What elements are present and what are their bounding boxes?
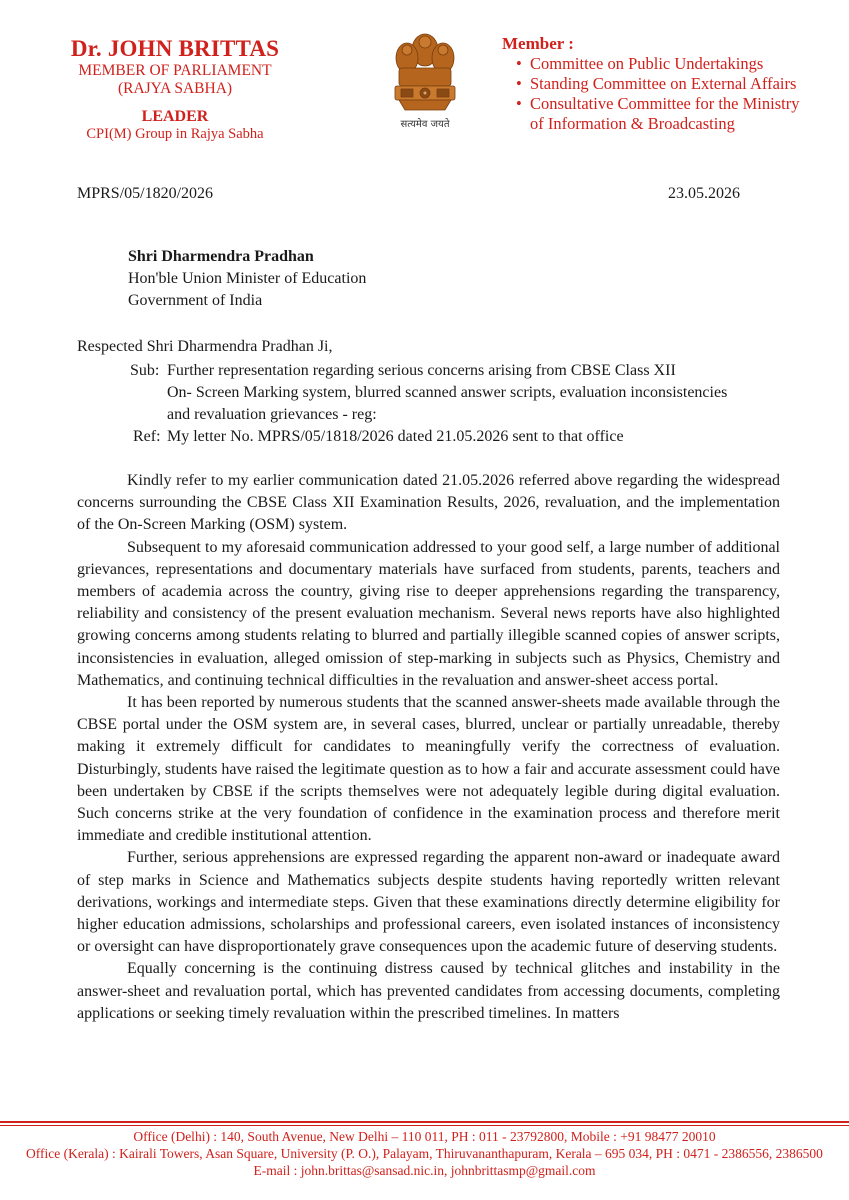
committee-item-continuation: of Information & Broadcasting xyxy=(530,113,735,133)
subject-line: Further representation regarding serious concerns arising from CBSE Class XII xyxy=(167,362,676,379)
letter-date: 23.05.2026 xyxy=(668,185,740,202)
subject-label: Sub: xyxy=(130,362,160,379)
sender-house: (RAJYA SABHA) xyxy=(117,80,233,98)
subject-line: and revaluation grievances - reg: xyxy=(167,406,377,423)
body-paragraph: Equally concerning is the continuing distress caused by technical glitches and instability in the answer-sheet and revaluation portal, which has prevented candidates from accessing documents, completing applications or seeking timely revaluation within the prescribed timelines. In matters xyxy=(77,960,780,1022)
footer-delhi-office: Office (Delhi) : 140, South Avenue, New Delhi – 110 011, PH : 011 - 23792800, Mobile : +91 98477 20010 xyxy=(133,1129,716,1144)
addressee-name: Shri Dharmendra Pradhan xyxy=(128,248,314,265)
body-paragraph: Subsequent to my aforesaid communication addressed to your good self, a large number of additional grievances, representations and documentary materials have surfaced from students, parents, teachers and members of academia across the country, giving rise to deeper apprehensions regarding the transparency, reliability and consistency of the present evaluation mechanism. Several news reports have also highlighted growing concerns among students relating to blurred and partially illegible scanned copies of answer scripts, inconsistencies in evaluation, alleged omission of step-marking in subjects such as Physics, Chemistry and Mathematics, and continuing technical difficulties in the revaluation and answer-sheet access portal. xyxy=(77,538,780,689)
reference-text: My letter No. MPRS/05/1818/2026 dated 21.05.2026 sent to that office xyxy=(167,428,624,445)
letterhead-footer xyxy=(0,1128,849,1179)
emblem-motto: सत्यमेव जयते xyxy=(400,119,450,130)
member-heading: Member : xyxy=(502,34,574,53)
salutation: Respected Shri Dharmendra Pradhan Ji, xyxy=(77,338,333,355)
committee-item: • Consultative Committee for the Ministry xyxy=(516,93,800,113)
sender-group: CPI(M) Group in Rajya Sabha xyxy=(86,126,264,143)
body-paragraph: Further, serious apprehensions are expressed regarding the apparent non-award or inadequate award of step marks in Science and Mathematics subjects despite students having reportedly written relevant derivations, workings and intermediate steps. Given that these examinations directly determine eligibility for higher education admissions, scholarships and professional careers, even isolated instances of inconsistency or oversight can have disproportionately grave consequences upon the academic future of deserving students. xyxy=(77,849,780,956)
committee-list xyxy=(502,54,832,133)
committee-item: • Standing Committee on External Affairs xyxy=(516,74,797,94)
sender-name: Dr. JOHN BRITTAS xyxy=(70,36,280,61)
subject-text xyxy=(167,360,787,426)
committee-memberships xyxy=(502,34,832,134)
body-paragraph: Kindly refer to my earlier communication dated 21.05.2026 referred above regarding the widespread concerns surrounding the CBSE Class XII Examination Results, 2026, revaluation, and the implementation of the On-Screen Marking (OSM) system. xyxy=(77,472,780,534)
subject-line: On- Screen Marking system, blurred scanned answer scripts, evaluation inconsistencies xyxy=(167,384,728,401)
footer-divider xyxy=(0,1125,849,1126)
sender-leader: LEADER xyxy=(141,108,209,126)
addressee-org: Government of India xyxy=(128,292,263,309)
letter-body xyxy=(77,470,780,1025)
addressee-block xyxy=(128,246,366,312)
letter-reference-number: MPRS/05/1820/2026 xyxy=(77,185,214,202)
addressee-designation: Hon'ble Union Minister of Education xyxy=(128,270,367,287)
sender-title: MEMBER OF PARLIAMENT xyxy=(78,62,272,80)
reference-label: Ref: xyxy=(133,428,161,445)
committee-item: • Committee on Public Undertakings xyxy=(516,54,764,74)
letterhead-sender xyxy=(60,36,290,143)
body-paragraph: It has been reported by numerous students that the scanned answer-sheets made available through the CBSE portal under the OSM system are, in several cases, blurred, unclear or partially unreadable, thereby making it extremely difficult for candidates to meaningfully verify the correctness of evaluation. Disturbingly, students have raised the legitimate question as to how a fair and accurate assessment could have been undertaken by CBSE if the scripts themselves were not adequately legible during digital evaluation. Such concerns strike at the very foundation of confidence in the examination process and therefore merit immediate and credible institutional attention. xyxy=(77,694,780,845)
footer-kerala-office: Office (Kerala) : Kairali Towers, Asan Square, University (P. O.), Palayam, Thiruvananthapuram, Kerala – 695 034, PH : 0471 - 2386556, 2386500 xyxy=(26,1146,823,1161)
footer-email: E-mail : john.brittas@sansad.nic.in, johnbrittasmp@gmail.com xyxy=(253,1163,596,1178)
footer-divider xyxy=(0,1121,849,1123)
